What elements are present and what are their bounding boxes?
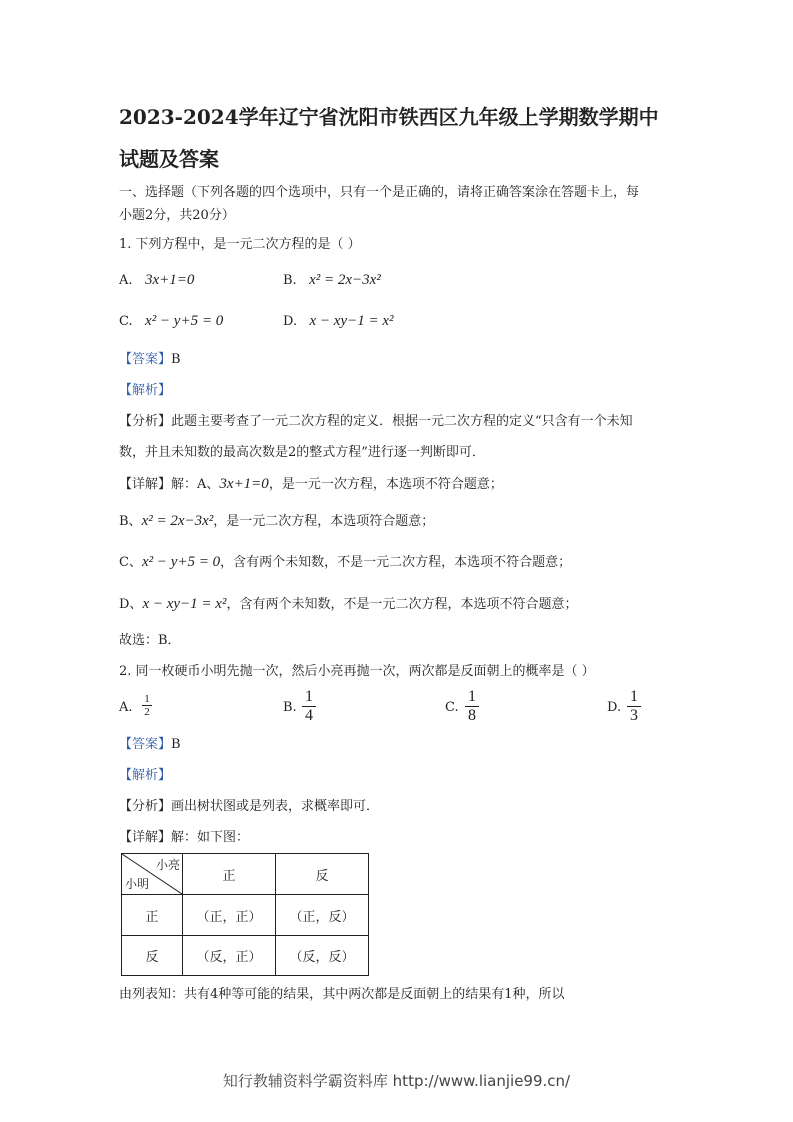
q1-detail-d: D、x − xy−1 = x²，含有两个未知数，不是一元二次方程，本选项不符合题意；: [119, 596, 578, 612]
table-row-header: 反: [122, 936, 183, 976]
table-row: [122, 936, 369, 976]
q1-conclusion: 故选：B．: [119, 633, 181, 648]
corner-top-label: 小亮: [155, 858, 180, 872]
q2-fenxi: 【分析】画出树状图或是列表，求概率即可．: [119, 799, 380, 814]
table-header-row: [122, 854, 369, 895]
q1-detail-a: 【详解】解：A、3x+1=0，是一元一次方程，本选项不符合题意；: [119, 476, 503, 492]
q2-analysis-tag: 【解析】: [119, 768, 172, 783]
table-col-header: 正: [183, 854, 276, 895]
q2-option-a-fraction: 1 2: [142, 693, 152, 718]
table-cell: （正，正）: [183, 895, 276, 936]
document-title-line2: 试题及答案: [119, 147, 219, 171]
table-corner-cell: [122, 854, 183, 895]
q1-fenxi: 【分析】此题主要考查了一元二次方程的定义．根据一元二次方程的定义“只含有一个未知: [119, 414, 633, 429]
q1-detail-c: C、x² − y+5 = 0，含有两个未知数，不是一元二次方程，本选项不符合题意；: [119, 554, 572, 570]
document-title-line1: 2023-2024学年辽宁省沈阳市铁西区九年级上学期数学期中: [119, 105, 659, 129]
q1-answer: 【答案】B: [119, 352, 181, 367]
outcome-table: [121, 853, 369, 976]
table-row-header: 正: [122, 895, 183, 936]
q1-option-c: C. x² − y+5 = 0: [119, 313, 224, 329]
q1-detail-b: B、x² = 2x−3x²，是一元二次方程，本选项符合题意；: [119, 513, 435, 529]
footer-watermark[interactable]: 知行教辅资料学霸资料库 http://www.lianjie99.cn/: [222, 1072, 571, 1090]
q2-detail: 【详解】解：如下图：: [119, 830, 250, 845]
table-row: [122, 895, 369, 936]
section-heading: 一、选择题（下列各题的四个选项中，只有一个是正确的，请将正确答案涂在答题卡上，每: [119, 185, 640, 200]
q2-option-d-fraction: 1 3: [627, 688, 641, 725]
q2-after-table: 由列表知：共有4种等可能的结果，其中两次都是反面朝上的结果有1种，所以: [119, 987, 565, 1002]
q2-option-b-fraction: 1 4: [302, 688, 316, 725]
table-col-header: 反: [276, 854, 369, 895]
table-cell: （反，反）: [276, 936, 369, 976]
q2-answer: 【答案】B: [119, 737, 181, 752]
q2-option-a-label: A.: [119, 700, 133, 715]
q2-option-d-label: D.: [607, 700, 622, 715]
q1-analysis-tag: 【解析】: [119, 383, 172, 398]
section-heading-cont: 小题2分，共20分）: [119, 208, 235, 223]
table-cell: （反，正）: [183, 936, 276, 976]
q1-stem: 1. 下列方程中，是一元二次方程的是（ ）: [119, 237, 361, 252]
q2-stem: 2. 同一枚硬币小明先抛一次，然后小亮再抛一次，两次都是反面朝上的概率是（ ）: [119, 664, 595, 679]
q1-option-b: B. x² = 2x−3x²: [283, 272, 381, 288]
table-cell: （正，反）: [276, 895, 369, 936]
q1-option-a: A. 3x+1=0: [119, 272, 195, 288]
q1-fenxi-cont: 数，并且未知数的最高次数是2的整式方程”进行逐一判断即可．: [119, 445, 485, 460]
q2-option-c-fraction: 1 8: [465, 688, 479, 725]
q2-option-b-label: B.: [283, 700, 297, 715]
q2-option-c-label: C.: [445, 700, 459, 715]
q1-option-d: D. x − xy−1 = x²: [283, 313, 394, 329]
corner-bottom-label: 小明: [125, 877, 150, 891]
